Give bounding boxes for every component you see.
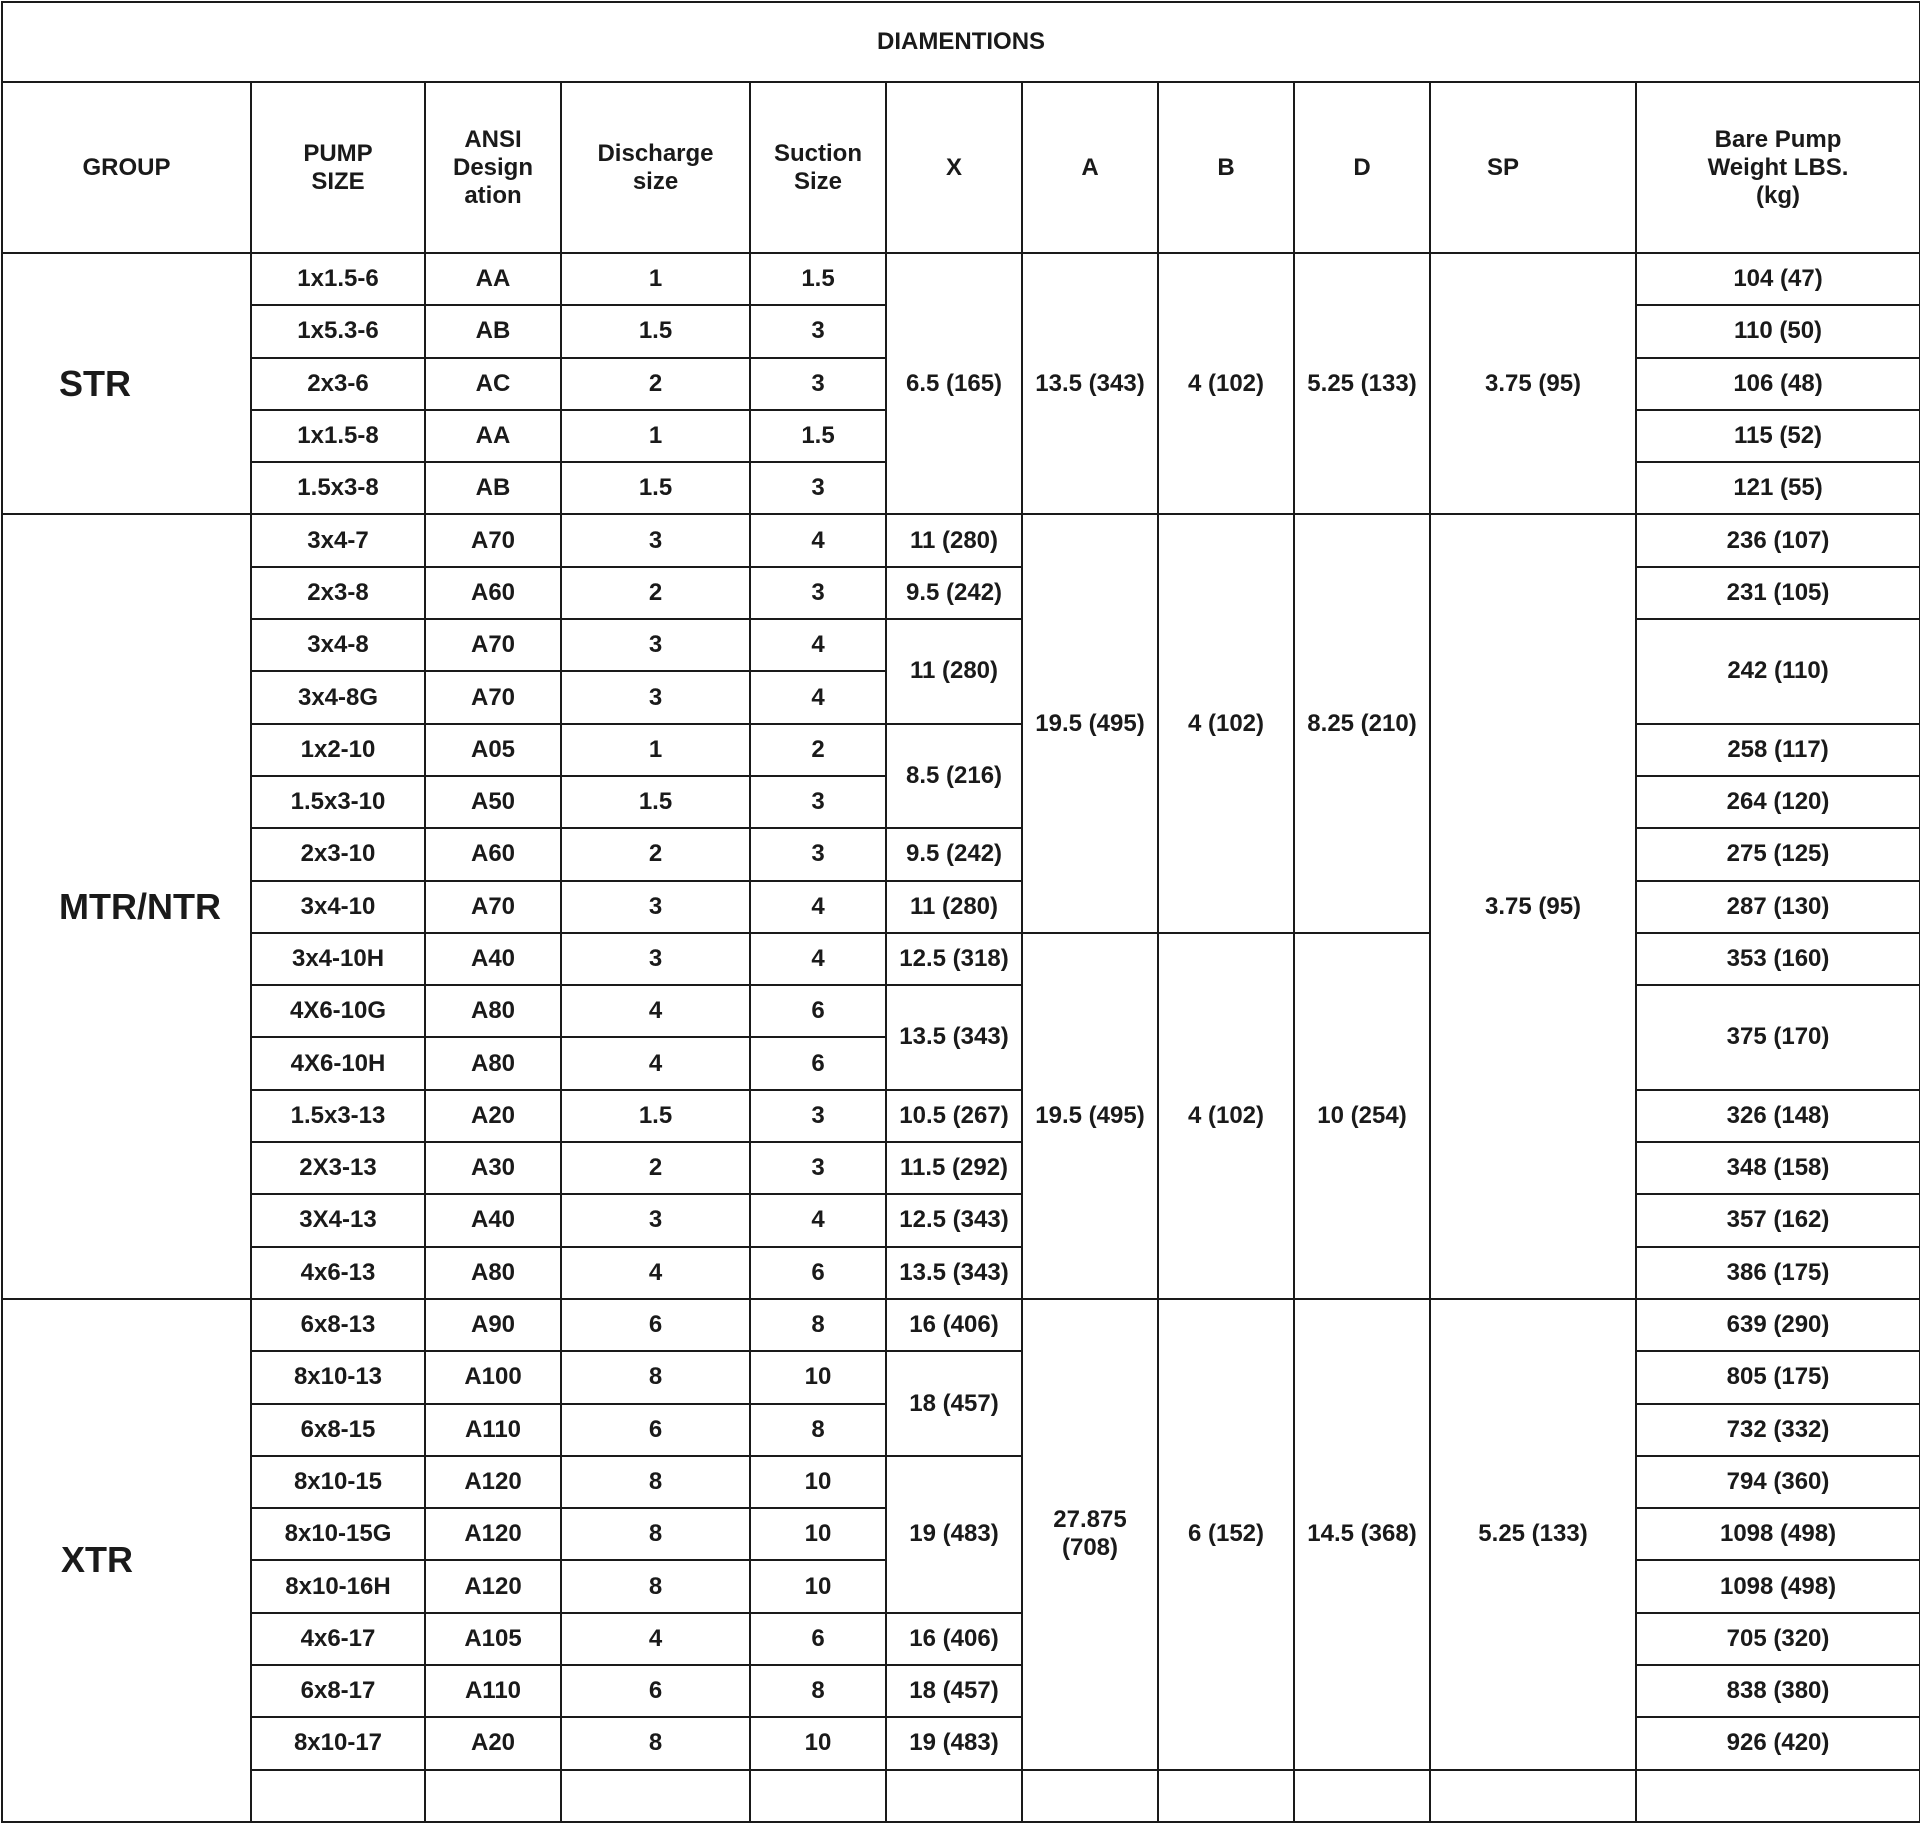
table-title: DIAMENTIONS: [2, 2, 1920, 82]
bare-pump-weight-cell: 386 (175): [1636, 1247, 1920, 1299]
pump-size-cell: 8x10-15G: [251, 1508, 425, 1560]
discharge-size-cell: 1.5: [561, 1090, 750, 1142]
bare-pump-weight-cell: 1098 (498): [1636, 1560, 1920, 1612]
x-dimension-cell: 11 (280): [886, 514, 1022, 566]
x-dimension-cell: 11 (280): [886, 881, 1022, 933]
group-label: STR: [2, 253, 251, 514]
discharge-size-cell: 1.5: [561, 776, 750, 828]
pump-size-cell: 8x10-17: [251, 1717, 425, 1769]
pump-size-cell: 3x4-10: [251, 881, 425, 933]
ansi-designation-cell: A30: [425, 1142, 561, 1194]
bare-pump-weight-cell: 732 (332): [1636, 1404, 1920, 1456]
d-dimension-cell: 8.25 (210): [1294, 514, 1430, 932]
ansi-designation-cell: [425, 1770, 561, 1822]
sp-dimension-cell: 5.25 (133): [1430, 1299, 1636, 1770]
b-dimension-cell: 4 (102): [1158, 933, 1294, 1299]
suction-size-cell: 10: [750, 1717, 886, 1769]
suction-size-cell: 10: [750, 1508, 886, 1560]
bare-pump-weight-cell: [1636, 1770, 1920, 1822]
discharge-size-cell: 8: [561, 1456, 750, 1508]
x-dimension-cell: 11.5 (292): [886, 1142, 1022, 1194]
a-dimension-cell: 19.5 (495): [1022, 933, 1158, 1299]
a-dimension-cell: 27.875 (708): [1022, 1299, 1158, 1770]
ansi-designation-cell: A110: [425, 1404, 561, 1456]
discharge-size-cell: 2: [561, 828, 750, 880]
x-dimension-cell: 13.5 (343): [886, 985, 1022, 1090]
ansi-designation-cell: A120: [425, 1508, 561, 1560]
sp-dimension-cell: 3.75 (95): [1430, 514, 1636, 1298]
suction-size-cell: 4: [750, 1194, 886, 1246]
bare-pump-weight-cell: 264 (120): [1636, 776, 1920, 828]
table-row: [2, 253, 1920, 305]
discharge-size-cell: 6: [561, 1299, 750, 1351]
discharge-size-cell: 2: [561, 1142, 750, 1194]
bare-pump-weight-cell: 639 (290): [1636, 1299, 1920, 1351]
d-dimension-cell: 14.5 (368): [1294, 1299, 1430, 1770]
group-label: MTR/NTR: [2, 514, 251, 1298]
bare-pump-weight-cell: 242 (110): [1636, 619, 1920, 724]
pump-size-cell: 6x8-17: [251, 1665, 425, 1717]
bare-pump-weight-cell: 121 (55): [1636, 462, 1920, 514]
suction-size-cell: 10: [750, 1560, 886, 1612]
table-row: [2, 1299, 1920, 1351]
bare-pump-weight-cell: 1098 (498): [1636, 1508, 1920, 1560]
discharge-size-cell: 3: [561, 881, 750, 933]
header-d: D: [1294, 82, 1430, 253]
b-dimension-cell: [1158, 1770, 1294, 1822]
pump-size-cell: 4x6-13: [251, 1247, 425, 1299]
x-dimension-cell: 18 (457): [886, 1351, 1022, 1456]
pump-size-cell: 3x4-8: [251, 619, 425, 671]
bare-pump-weight-cell: 115 (52): [1636, 410, 1920, 462]
suction-size-cell: 8: [750, 1665, 886, 1717]
ansi-designation-cell: A80: [425, 1037, 561, 1089]
ansi-designation-cell: A100: [425, 1351, 561, 1403]
ansi-designation-cell: A70: [425, 619, 561, 671]
ansi-designation-cell: A60: [425, 828, 561, 880]
suction-size-cell: 4: [750, 619, 886, 671]
suction-size-cell: 4: [750, 671, 886, 723]
bare-pump-weight-cell: 357 (162): [1636, 1194, 1920, 1246]
pump-size-cell: 2x3-8: [251, 567, 425, 619]
suction-size-cell: 3: [750, 828, 886, 880]
x-dimension-cell: 9.5 (242): [886, 828, 1022, 880]
ansi-designation-cell: AB: [425, 305, 561, 357]
bare-pump-weight-cell: 794 (360): [1636, 1456, 1920, 1508]
header-suction-size: [750, 82, 886, 253]
suction-size-cell: 10: [750, 1456, 886, 1508]
group-label: XTR: [2, 1299, 251, 1822]
x-dimension-cell: 10.5 (267): [886, 1090, 1022, 1142]
header-group: GROUP: [2, 82, 251, 253]
x-dimension-cell: 19 (483): [886, 1456, 1022, 1613]
discharge-size-cell: 8: [561, 1717, 750, 1769]
pump-size-cell: 6x8-15: [251, 1404, 425, 1456]
suction-size-cell: 3: [750, 776, 886, 828]
pump-size-cell: 1x1.5-8: [251, 410, 425, 462]
suction-size-cell: 3: [750, 1142, 886, 1194]
discharge-size-cell: 8: [561, 1351, 750, 1403]
x-dimension-cell: 13.5 (343): [886, 1247, 1022, 1299]
header-ansi-text: ANSI Design ation: [452, 125, 533, 209]
header-pump-size: [251, 82, 425, 253]
header-sp: SP: [1430, 82, 1636, 253]
x-dimension-cell: [886, 1770, 1022, 1822]
ansi-designation-cell: AC: [425, 358, 561, 410]
ansi-designation-cell: A40: [425, 933, 561, 985]
a-dimension-cell: [1022, 1770, 1158, 1822]
ansi-designation-cell: A60: [425, 567, 561, 619]
sp-dimension-cell: 3.75 (95): [1430, 253, 1636, 514]
header-suction-text: Suction Size: [774, 139, 862, 195]
bare-pump-weight-cell: 353 (160): [1636, 933, 1920, 985]
bare-pump-weight-cell: 104 (47): [1636, 253, 1920, 305]
pump-size-cell: 8x10-15: [251, 1456, 425, 1508]
pump-size-cell: 1.5x3-13: [251, 1090, 425, 1142]
pump-size-cell: 1x2-10: [251, 724, 425, 776]
bare-pump-weight-cell: 275 (125): [1636, 828, 1920, 880]
suction-size-cell: 1.5: [750, 410, 886, 462]
bare-pump-weight-cell: 110 (50): [1636, 305, 1920, 357]
discharge-size-cell: 1: [561, 253, 750, 305]
pump-size-cell: 1.5x3-10: [251, 776, 425, 828]
ansi-designation-cell: AB: [425, 462, 561, 514]
pump-size-cell: 1x1.5-6: [251, 253, 425, 305]
b-dimension-cell: 4 (102): [1158, 514, 1294, 932]
header-weight: [1636, 82, 1920, 253]
x-dimension-cell: 12.5 (343): [886, 1194, 1022, 1246]
bare-pump-weight-cell: 805 (175): [1636, 1351, 1920, 1403]
b-dimension-cell: 4 (102): [1158, 253, 1294, 514]
a-dimension-cell: 19.5 (495): [1022, 514, 1158, 932]
x-dimension-cell: 12.5 (318): [886, 933, 1022, 985]
suction-size-cell: 10: [750, 1351, 886, 1403]
header-x: X: [886, 82, 1022, 253]
suction-size-cell: 3: [750, 305, 886, 357]
discharge-size-cell: 2: [561, 358, 750, 410]
d-dimension-cell: [1294, 1770, 1430, 1822]
ansi-designation-cell: A70: [425, 514, 561, 566]
pump-size-cell: 6x8-13: [251, 1299, 425, 1351]
ansi-designation-cell: AA: [425, 253, 561, 305]
table-row: [2, 1770, 1920, 1822]
ansi-designation-cell: A120: [425, 1456, 561, 1508]
discharge-size-cell: 3: [561, 514, 750, 566]
discharge-size-cell: [561, 1770, 750, 1822]
d-dimension-cell: 5.25 (133): [1294, 253, 1430, 514]
pump-size-cell: 8x10-13: [251, 1351, 425, 1403]
suction-size-cell: 4: [750, 514, 886, 566]
header-discharge-size: [561, 82, 750, 253]
suction-size-cell: 8: [750, 1299, 886, 1351]
suction-size-cell: 2: [750, 724, 886, 776]
ansi-designation-cell: A05: [425, 724, 561, 776]
pump-size-cell: 3x4-10H: [251, 933, 425, 985]
pump-size-cell: 3x4-7: [251, 514, 425, 566]
discharge-size-cell: 4: [561, 985, 750, 1037]
suction-size-cell: 4: [750, 933, 886, 985]
discharge-size-cell: 8: [561, 1560, 750, 1612]
discharge-size-cell: 1.5: [561, 305, 750, 357]
ansi-designation-cell: A20: [425, 1717, 561, 1769]
header-a: A: [1022, 82, 1158, 253]
discharge-size-cell: 8: [561, 1508, 750, 1560]
header-pump-size-text: PUMP SIZE: [303, 139, 373, 195]
x-dimension-cell: 9.5 (242): [886, 567, 1022, 619]
suction-size-cell: 6: [750, 985, 886, 1037]
header-b: B: [1158, 82, 1294, 253]
pump-size-cell: [251, 1770, 425, 1822]
suction-size-cell: 8: [750, 1404, 886, 1456]
header-weight-text: Bare Pump Weight LBS. (kg): [1707, 125, 1849, 209]
pump-size-cell: 4X6-10G: [251, 985, 425, 1037]
discharge-size-cell: 3: [561, 619, 750, 671]
ansi-designation-cell: A70: [425, 671, 561, 723]
pump-size-cell: 3x4-8G: [251, 671, 425, 723]
bare-pump-weight-cell: 375 (170): [1636, 985, 1920, 1090]
header-discharge-text: Discharge size: [597, 139, 714, 195]
x-dimension-cell: 19 (483): [886, 1717, 1022, 1769]
pump-size-cell: 4X6-10H: [251, 1037, 425, 1089]
suction-size-cell: 6: [750, 1613, 886, 1665]
x-dimension-cell: 16 (406): [886, 1613, 1022, 1665]
pump-size-cell: 8x10-16H: [251, 1560, 425, 1612]
pump-size-cell: 3X4-13: [251, 1194, 425, 1246]
discharge-size-cell: 4: [561, 1613, 750, 1665]
ansi-designation-cell: AA: [425, 410, 561, 462]
x-dimension-cell: 16 (406): [886, 1299, 1022, 1351]
b-dimension-cell: 6 (152): [1158, 1299, 1294, 1770]
ansi-designation-cell: A105: [425, 1613, 561, 1665]
a-dimension-cell: 13.5 (343): [1022, 253, 1158, 514]
suction-size-cell: 4: [750, 881, 886, 933]
ansi-designation-cell: A80: [425, 1247, 561, 1299]
discharge-size-cell: 1: [561, 724, 750, 776]
ansi-designation-cell: A120: [425, 1560, 561, 1612]
discharge-size-cell: 3: [561, 1194, 750, 1246]
ansi-designation-cell: A110: [425, 1665, 561, 1717]
ansi-designation-cell: A70: [425, 881, 561, 933]
suction-size-cell: 1.5: [750, 253, 886, 305]
pump-size-cell: 2x3-10: [251, 828, 425, 880]
sp-dimension-cell: [1430, 1770, 1636, 1822]
suction-size-cell: 3: [750, 1090, 886, 1142]
suction-size-cell: 3: [750, 462, 886, 514]
bare-pump-weight-cell: 106 (48): [1636, 358, 1920, 410]
x-dimension-cell: 6.5 (165): [886, 253, 1022, 514]
bare-pump-weight-cell: 326 (148): [1636, 1090, 1920, 1142]
bare-pump-weight-cell: 287 (130): [1636, 881, 1920, 933]
pump-size-cell: 1x5.3-6: [251, 305, 425, 357]
d-dimension-cell: 10 (254): [1294, 933, 1430, 1299]
pump-size-cell: 2X3-13: [251, 1142, 425, 1194]
pump-size-cell: 1.5x3-8: [251, 462, 425, 514]
suction-size-cell: 3: [750, 567, 886, 619]
discharge-size-cell: 4: [561, 1037, 750, 1089]
bare-pump-weight-cell: 348 (158): [1636, 1142, 1920, 1194]
suction-size-cell: 3: [750, 358, 886, 410]
suction-size-cell: [750, 1770, 886, 1822]
discharge-size-cell: 1: [561, 410, 750, 462]
x-dimension-cell: 18 (457): [886, 1665, 1022, 1717]
ansi-designation-cell: A80: [425, 985, 561, 1037]
discharge-size-cell: 3: [561, 933, 750, 985]
bare-pump-weight-cell: 231 (105): [1636, 567, 1920, 619]
discharge-size-cell: 6: [561, 1404, 750, 1456]
x-dimension-cell: 8.5 (216): [886, 724, 1022, 829]
bare-pump-weight-cell: 236 (107): [1636, 514, 1920, 566]
dimensions-table: [1, 1, 1920, 1823]
ansi-designation-cell: A50: [425, 776, 561, 828]
ansi-designation-cell: A40: [425, 1194, 561, 1246]
pump-size-cell: 4x6-17: [251, 1613, 425, 1665]
discharge-size-cell: 2: [561, 567, 750, 619]
pump-size-cell: 2x3-6: [251, 358, 425, 410]
bare-pump-weight-cell: 838 (380): [1636, 1665, 1920, 1717]
suction-size-cell: 6: [750, 1247, 886, 1299]
x-dimension-cell: 11 (280): [886, 619, 1022, 724]
suction-size-cell: 6: [750, 1037, 886, 1089]
bare-pump-weight-cell: 926 (420): [1636, 1717, 1920, 1769]
ansi-designation-cell: A20: [425, 1090, 561, 1142]
discharge-size-cell: 1.5: [561, 462, 750, 514]
bare-pump-weight-cell: 258 (117): [1636, 724, 1920, 776]
table-row: [2, 514, 1920, 566]
discharge-size-cell: 4: [561, 1247, 750, 1299]
discharge-size-cell: 3: [561, 671, 750, 723]
discharge-size-cell: 6: [561, 1665, 750, 1717]
header-ansi-designation: [425, 82, 561, 253]
bare-pump-weight-cell: 705 (320): [1636, 1613, 1920, 1665]
ansi-designation-cell: A90: [425, 1299, 561, 1351]
